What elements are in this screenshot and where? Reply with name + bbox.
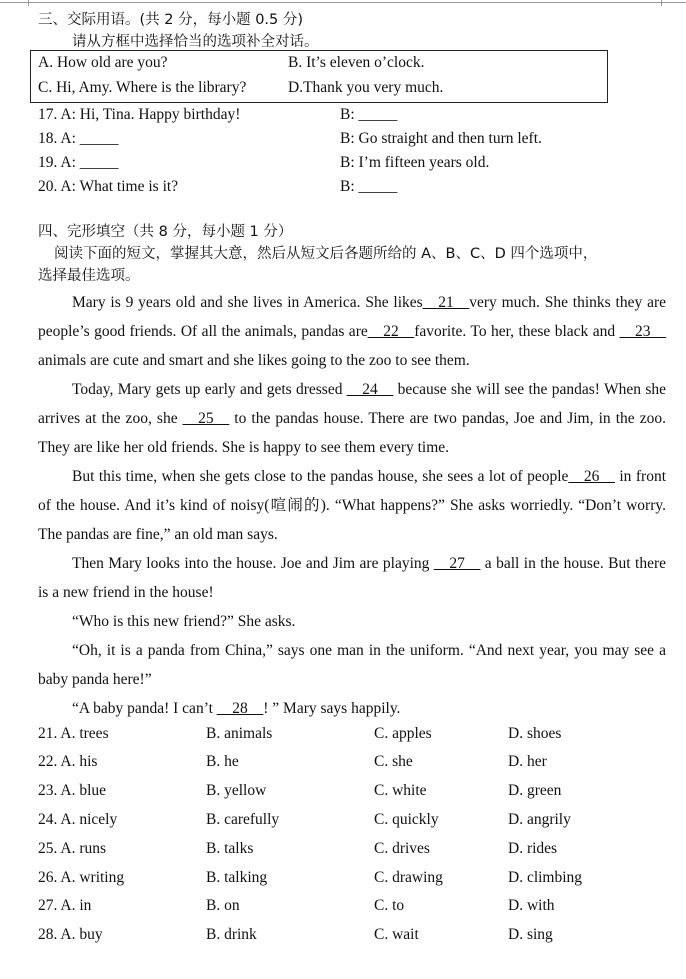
question-23-option-d: D. green [508, 782, 562, 799]
passage-text: because she will see the pandas! When she arrives at the zoo, she [38, 381, 666, 427]
question-23-option-c: C. white [374, 782, 427, 799]
blank-27: __27__ [433, 555, 481, 572]
question-22-option-a: 22. A. his [38, 753, 98, 770]
passage-text: Today, Mary gets up early and gets dressed [72, 381, 347, 398]
question-27-option-d: D. with [508, 897, 555, 914]
question-26-option-b: B. talking [206, 869, 268, 886]
option-c: C. Hi, Amy. Where is the library? [38, 79, 247, 96]
question-24-option-d: D. angrily [508, 811, 571, 828]
blank-24: __24__ [346, 381, 394, 398]
passage-text: “Oh, it is a panda from China,” says one man in the uniform. “And next year, you may see a baby panda here!” [38, 642, 666, 688]
passage-text: Then Mary looks into the house. Joe and Jim are playing [72, 555, 434, 572]
section3-heading: 三、交际用语。(共 2 分，每小题 0.5 分) [38, 12, 304, 28]
cloze-passage [38, 288, 666, 723]
passage-paragraph [38, 694, 666, 723]
option-b: B. It’s eleven o’clock. [288, 54, 425, 71]
section4-instruction-line2: 选择最佳选项。 [38, 268, 140, 284]
question-21-option-a: 21. A. trees [38, 725, 109, 742]
page-top-rule [0, 2, 686, 3]
question-22-option-b: B. he [206, 753, 239, 770]
question-23-option-b: B. yellow [206, 782, 267, 799]
passage-text: favorite. To her, these black and [414, 323, 620, 340]
question-26-option-a: 26. A. writing [38, 869, 125, 886]
dialogue-20-b: B: _____ [340, 178, 398, 195]
dialogue-18-b: B: Go straight and then turn left. [340, 130, 542, 147]
dialogue-19-b: B: I’m fifteen years old. [340, 154, 490, 171]
question-24-option-c: C. quickly [374, 811, 439, 828]
passage-text: in front of the house. And it’s kind of noisy(喧闹的). “What happens?” She asks worriedly. “Don’t worry. The pandas are fine,” an old man says. [38, 468, 666, 543]
blank-28: __28__ [216, 700, 264, 717]
question-22-option-c: C. she [374, 753, 413, 770]
crop-mark-left [0, 0, 29, 6]
passage-paragraph [38, 288, 666, 375]
question-24-option-b: B. carefully [206, 811, 280, 828]
question-26-option-d: D. climbing [508, 869, 583, 886]
passage-text: to the pandas house. There are two pandas, Joe and Jim, in the zoo. They are like her old friends. She is happy to see them every time. [38, 410, 667, 456]
question-21-option-d: D. shoes [508, 725, 562, 742]
passage-text: a ball in the house. But there is a new friend in the house! [38, 555, 666, 601]
question-28-option-a: 28. A. buy [38, 926, 103, 943]
question-25-option-c: C. drives [374, 840, 430, 857]
passage-paragraph [38, 462, 666, 549]
question-25-option-b: B. talks [206, 840, 254, 857]
question-21-option-b: B. animals [206, 725, 273, 742]
passage-text: But this time, when she gets close to the pandas house, she sees a lot of people [72, 468, 569, 485]
question-28-option-c: C. wait [374, 926, 419, 943]
passage-paragraph [38, 549, 666, 607]
blank-23: __23__ [619, 323, 666, 340]
passage-text: ! ” Mary says happily. [263, 700, 401, 717]
option-a: A. How old are you? [38, 54, 168, 71]
passage-text: animals are cute and smart and she likes going to the zoo to see them. [38, 352, 470, 369]
dialogue-17-a: 17. A: Hi, Tina. Happy birthday! [38, 106, 241, 123]
question-27-option-a: 27. A. in [38, 897, 92, 914]
dialogue-20-a: 20. A: What time is it? [38, 178, 179, 195]
passage-text: Mary is 9 years old and she lives in America. She likes [72, 294, 423, 311]
section4-instruction-line1: 阅读下面的短文，掌握其大意，然后从短文后各题所给的 A、B、C、D 四个选项中， [54, 246, 598, 262]
question-27-option-b: B. on [206, 897, 240, 914]
question-24-option-a: 24. A. nicely [38, 811, 118, 828]
question-28-option-b: B. drink [206, 926, 257, 943]
section3-instruction: 请从方框中选择恰当的选项补全对话。 [72, 34, 319, 50]
passage-text: “A baby panda! I can’t [72, 700, 217, 717]
dialogue-18-a: 18. A: _____ [38, 130, 119, 147]
passage-paragraph [38, 636, 666, 694]
passage-paragraph [38, 375, 666, 462]
question-25-option-a: 25. A. runs [38, 840, 107, 857]
section4-heading: 四、完形填空（共 8 分，每小题 1 分） [38, 224, 293, 240]
blank-26: __26__ [568, 468, 615, 485]
question-27-option-c: C. to [374, 897, 405, 914]
blank-22: __22__ [367, 323, 415, 340]
question-26-option-c: C. drawing [374, 869, 443, 886]
question-23-option-a: 23. A. blue [38, 782, 107, 799]
dialogue-17-b: B: _____ [340, 106, 398, 123]
blank-21: __21__ [422, 294, 470, 311]
dialogue-19-a: 19. A: _____ [38, 154, 119, 171]
question-22-option-d: D. her [508, 753, 547, 770]
blank-25: __25__ [182, 410, 230, 427]
question-25-option-d: D. rides [508, 840, 558, 857]
passage-text: “Who is this new friend?” She asks. [72, 613, 296, 630]
question-21-option-c: C. apples [374, 725, 432, 742]
option-d: D.Thank you very much. [288, 79, 444, 96]
question-28-option-d: D. sing [508, 926, 553, 943]
passage-text: very much. She thinks they are people’s good friends. Of all the animals, pandas are [38, 294, 666, 340]
passage-paragraph [38, 607, 666, 636]
crop-mark-right [661, 0, 686, 6]
